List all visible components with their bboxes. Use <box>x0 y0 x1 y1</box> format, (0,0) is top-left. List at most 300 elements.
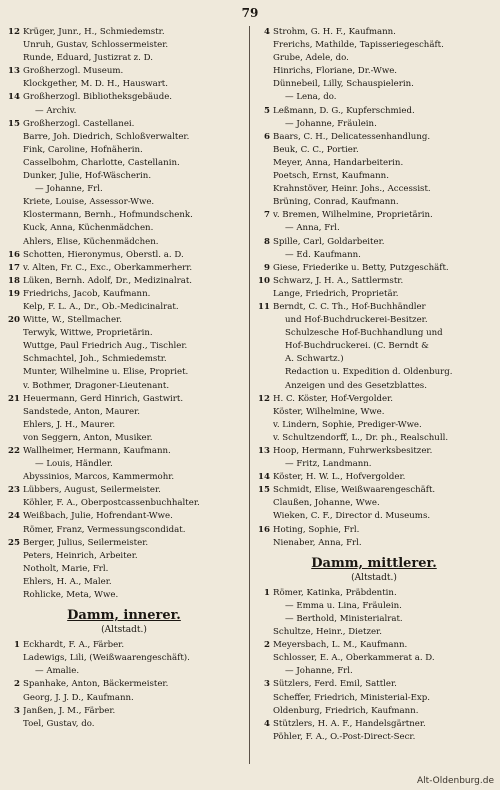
house-number <box>6 419 23 432</box>
house-number <box>256 406 273 419</box>
house-number: 14 <box>258 472 270 483</box>
house-number <box>256 705 273 718</box>
resident-entry: Friedrichs, Jacob, Kaufmann. <box>23 288 151 299</box>
resident-entry: Schultze, Heinr., Dietzer. <box>273 627 382 638</box>
resident-entry: Ahlers, Elise, Küchenmädchen. <box>23 236 159 247</box>
resident-entry: Schmachtel, Joh., Schmiedemstr. <box>23 354 167 365</box>
directory-entry <box>6 510 242 523</box>
directory-entry <box>256 183 492 196</box>
resident-entry: Grube, Adele, do. <box>273 53 349 64</box>
resident-entry: Römer, Katinka, Präbdentin. <box>273 587 397 598</box>
house-number: 24 <box>8 511 20 522</box>
directory-entry <box>256 65 492 78</box>
directory-entry <box>256 626 492 639</box>
directory-entry <box>256 471 492 484</box>
directory-entry <box>256 613 492 626</box>
resident-entry: — Fritz, Landmann. <box>285 459 372 470</box>
house-number: 6 <box>264 131 270 142</box>
resident-entry: Ehlers, H. A., Maler. <box>23 576 112 587</box>
directory-entry <box>256 39 492 52</box>
directory-entry <box>6 340 242 353</box>
directory-entry <box>256 380 492 393</box>
house-number <box>6 196 23 209</box>
resident-entry: Berndt, C. C. Th., Hof-Buchhändler <box>273 301 426 312</box>
directory-entry <box>6 144 242 157</box>
resident-entry: Nienaber, Anna, Frl. <box>273 537 362 548</box>
house-number <box>6 222 23 235</box>
house-number: 1 <box>264 587 270 598</box>
directory-entry <box>256 497 492 510</box>
house-number <box>6 471 23 484</box>
resident-entry: Hinrichs, Floriane, Dr.-Wwe. <box>273 66 398 77</box>
house-number: 7 <box>264 210 270 221</box>
house-number: 12 <box>258 393 270 404</box>
house-number: 23 <box>8 485 20 496</box>
resident-entry: — Johanne, Frl. <box>35 184 103 195</box>
resident-entry: Frerichs, Mathilde, Tapisseriegeschäft. <box>273 40 444 51</box>
directory-entry <box>6 170 242 183</box>
resident-entry: Wuttge, Paul Friedrich Aug., Tischler. <box>23 341 188 352</box>
resident-entry: Oldenburg, Friedrich, Kaufmann. <box>273 705 419 716</box>
page-number: 79 <box>241 6 259 20</box>
section-subtitle-mittlerer: (Altstadt.) <box>351 572 397 583</box>
directory-entry <box>6 105 242 118</box>
right-column <box>256 26 492 744</box>
house-number <box>6 589 23 602</box>
resident-entry: Eckhardt, F. A., Färber. <box>23 640 125 651</box>
directory-entry <box>6 665 242 678</box>
resident-entry: Sandstede, Anton, Maurer. <box>23 406 140 417</box>
directory-entry <box>6 497 242 510</box>
house-number: 19 <box>8 288 20 299</box>
resident-entry: Schlosser, E. A., Oberkammerat a. D. <box>273 653 435 664</box>
house-number: 11 <box>258 301 270 312</box>
resident-entry: Sützlers, Ferd. Emil, Sattler. <box>273 679 397 690</box>
directory-entry <box>256 262 492 275</box>
directory-entry <box>256 144 492 157</box>
directory-entry <box>6 432 242 445</box>
house-number <box>6 380 23 393</box>
house-number <box>256 600 273 613</box>
directory-entry <box>256 314 492 327</box>
resident-entry: Hof-Buchdruckerei. (C. Berndt & <box>285 341 429 352</box>
house-number <box>256 731 273 744</box>
house-number <box>6 52 23 65</box>
directory-entry <box>6 406 242 419</box>
house-number <box>256 353 273 366</box>
resident-entry: Poetsch, Ernst, Kaufmann. <box>273 171 389 182</box>
right-entry-list <box>256 26 492 550</box>
resident-entry: Großherzogl. Castellanei. <box>23 118 135 129</box>
resident-entry: Ehlers, J. H., Maurer. <box>23 419 116 430</box>
resident-entry: Lüken, Bernh. Adolf, Dr., Medizinalrat. <box>23 275 193 286</box>
directory-entry <box>256 236 492 249</box>
directory-entry <box>256 91 492 104</box>
directory-entry <box>256 78 492 91</box>
house-number: 15 <box>8 118 20 129</box>
house-number <box>256 91 273 104</box>
house-number <box>256 249 273 262</box>
directory-entry <box>6 419 242 432</box>
house-number <box>6 524 23 537</box>
resident-entry: Brüning, Conrad, Kaufmann. <box>273 197 399 208</box>
directory-entry <box>6 589 242 602</box>
house-number <box>256 222 273 235</box>
resident-entry: Meyer, Anna, Handarbeiterin. <box>273 157 404 168</box>
house-number: 16 <box>258 524 270 535</box>
house-number <box>256 327 273 340</box>
resident-entry: Krahnstöver, Heinr. Johs., Accessist. <box>273 184 431 195</box>
directory-entry <box>256 353 492 366</box>
resident-entry: Köhler, F. A., Oberpostcassenbuchhalter. <box>23 498 200 509</box>
directory-entry <box>6 550 242 563</box>
directory-entry <box>256 288 492 301</box>
directory-entry <box>6 458 242 471</box>
resident-entry: Strohm, G. H. F., Kaufmann. <box>273 27 396 37</box>
directory-entry <box>256 393 492 406</box>
resident-entry: Hoop, Hermann, Fuhrwerksbesitzer. <box>273 446 433 456</box>
directory-entry <box>6 209 242 222</box>
directory-entry <box>256 105 492 118</box>
house-number <box>6 301 23 314</box>
directory-entry <box>256 524 492 537</box>
house-number <box>6 78 23 91</box>
resident-entry: H. C. Köster, Hof-Vergolder. <box>273 393 393 404</box>
resident-entry: Köster, H. W. L., Hofvergolder. <box>273 472 406 483</box>
directory-entry <box>6 301 242 314</box>
house-number <box>6 550 23 563</box>
house-number <box>256 52 273 65</box>
house-number: 1 <box>14 640 20 651</box>
resident-entry: — Berthold, Ministerialrat. <box>285 613 403 624</box>
directory-entry <box>6 471 242 484</box>
resident-entry: Wallheimer, Hermann, Kaufmann. <box>23 446 171 456</box>
house-number: 25 <box>8 537 20 548</box>
section-title-mittlerer: Damm, mittlerer. <box>311 555 437 571</box>
house-number <box>6 576 23 589</box>
house-number <box>6 157 23 170</box>
directory-entry <box>6 196 242 209</box>
resident-entry: — Johanne, Fräulein. <box>285 118 377 129</box>
house-number: 10 <box>258 275 270 286</box>
house-number <box>256 692 273 705</box>
house-number <box>256 510 273 523</box>
house-number: 17 <box>8 262 20 273</box>
house-number: 2 <box>264 640 270 651</box>
directory-entry <box>256 537 492 550</box>
directory-entry <box>6 353 242 366</box>
resident-entry: Janßen, J. M., Färber. <box>23 705 116 716</box>
directory-entry <box>256 510 492 523</box>
resident-entry: — Louis, Händler. <box>35 459 113 470</box>
house-number <box>6 458 23 471</box>
resident-entry: Spille, Carl, Goldarbeiter. <box>273 236 385 247</box>
house-number <box>256 380 273 393</box>
resident-entry: Spanhake, Anton, Bäckermeister. <box>23 679 169 690</box>
directory-entry <box>256 718 492 731</box>
resident-entry: Schotten, Hieronymus, Oberstl. a. D. <box>23 249 184 260</box>
house-number <box>6 563 23 576</box>
directory-entry <box>6 705 242 718</box>
directory-entry <box>6 524 242 537</box>
house-number: 21 <box>8 393 20 404</box>
resident-entry: Klockgether, M. D. H., Hauswart. <box>23 79 168 90</box>
directory-entry <box>256 157 492 170</box>
directory-entry <box>6 52 242 65</box>
directory-entry <box>256 196 492 209</box>
house-number: 3 <box>14 705 20 716</box>
resident-entry: Abyssinios, Marcos, Kammermohr. <box>23 472 175 483</box>
watermark-footer: Alt-Oldenburg.de <box>416 776 494 786</box>
house-number <box>6 39 23 52</box>
resident-entry: Georg, J. J. D., Kaufmann. <box>23 692 134 703</box>
directory-entry <box>256 678 492 691</box>
house-number <box>256 626 273 639</box>
house-number <box>6 353 23 366</box>
resident-entry: Terwyk, Wittwe, Proprietärin. <box>23 328 153 339</box>
directory-entry <box>256 458 492 471</box>
resident-entry: Lange, Friedrich, Proprietär. <box>273 288 399 299</box>
resident-entry: Anzeigen und des Gesetzblattes. <box>285 380 427 391</box>
directory-entry <box>256 340 492 353</box>
house-number <box>256 340 273 353</box>
resident-entry: Kuck, Anna, Küchenmädchen. <box>23 223 154 234</box>
directory-entry <box>6 537 242 550</box>
left-entry-list <box>6 26 242 602</box>
house-number: 4 <box>264 718 270 729</box>
directory-entry <box>256 406 492 419</box>
directory-entry <box>256 170 492 183</box>
house-number: 8 <box>264 236 270 247</box>
house-number <box>256 652 273 665</box>
resident-entry: Schulzesche Hof-Buchhandlung und <box>285 328 443 339</box>
resident-entry: Toel, Gustav, do. <box>23 718 95 729</box>
resident-entry: Scheffer, Friedrich, Ministerial-Exp. <box>273 692 430 703</box>
resident-entry: Klostermann, Bernh., Hofmundschenk. <box>23 210 193 221</box>
resident-entry: — Anna, Frl. <box>285 223 340 234</box>
house-number <box>256 458 273 471</box>
directory-entry <box>256 652 492 665</box>
column-divider <box>249 26 250 764</box>
house-number: 5 <box>264 105 270 116</box>
resident-entry: A. Schwartz.) <box>285 354 344 365</box>
resident-entry: v. Alten, Fr. C., Exc., Oberkammerherr. <box>23 262 193 273</box>
directory-entry <box>256 275 492 288</box>
house-number <box>6 327 23 340</box>
directory-entry <box>6 678 242 691</box>
directory-entry <box>6 576 242 589</box>
directory-entry <box>256 587 492 600</box>
resident-entry: Stützlers, H. A. F., Handelsgärtner. <box>273 718 426 729</box>
house-number <box>6 183 23 196</box>
directory-entry <box>6 249 242 262</box>
house-number: 15 <box>258 485 270 496</box>
directory-entry <box>6 26 242 39</box>
resident-entry: Casselbohm, Charlotte, Castellanin. <box>23 157 180 168</box>
left-column <box>6 26 242 731</box>
directory-entry <box>256 484 492 497</box>
house-number <box>256 497 273 510</box>
house-number: 4 <box>264 27 270 37</box>
house-number <box>6 170 23 183</box>
resident-entry: — Archiv. <box>35 105 77 116</box>
resident-entry: Römer, Franz, Vermessungscondidat. <box>23 524 186 535</box>
house-number <box>6 105 23 118</box>
directory-entry <box>256 419 492 432</box>
resident-entry: — Ed. Kaufmann. <box>285 249 361 260</box>
resident-entry: und Hof-Buchdruckerei-Besitzer. <box>285 315 428 326</box>
directory-entry <box>256 249 492 262</box>
resident-entry: Barre, Joh. Diedrich, Schloßverwalter. <box>23 131 190 142</box>
resident-entry: Lübbers, August, Seilermeister. <box>23 485 161 496</box>
directory-entry <box>6 275 242 288</box>
directory-entry <box>256 445 492 458</box>
house-number <box>6 366 23 379</box>
house-number <box>256 65 273 78</box>
directory-entry <box>256 705 492 718</box>
directory-entry <box>256 600 492 613</box>
house-number: 9 <box>264 262 270 273</box>
directory-entry <box>256 692 492 705</box>
directory-entry <box>6 380 242 393</box>
resident-entry: Großherzogl. Bibliotheksgebäude. <box>23 92 173 103</box>
resident-entry: — Lena, do. <box>285 92 337 103</box>
house-number <box>6 432 23 445</box>
resident-entry: Giese, Friederike u. Betty, Putzgeschäft. <box>273 262 449 273</box>
house-number <box>6 652 23 665</box>
directory-entry <box>6 718 242 731</box>
house-number <box>6 131 23 144</box>
resident-entry: Großherzogl. Museum. <box>23 66 124 77</box>
directory-entry <box>256 52 492 65</box>
house-number <box>6 497 23 510</box>
resident-entry: Claußen, Johanne, Wwe. <box>273 498 380 509</box>
house-number <box>256 157 273 170</box>
house-number <box>256 144 273 157</box>
house-number: 3 <box>264 679 270 690</box>
resident-entry: Krüger, Junr., H., Schmiedemstr. <box>23 27 165 37</box>
house-number <box>6 236 23 249</box>
resident-entry: Ladewigs, Lili, (Weißwaarengeschäft). <box>23 653 190 664</box>
house-number: 20 <box>8 315 20 326</box>
resident-entry: Leßmann, D. G., Kupferschmied. <box>273 105 415 116</box>
resident-entry: Hoting, Sophie, Frl. <box>273 524 360 535</box>
resident-entry: Peters, Heinrich, Arbeiter. <box>23 550 138 561</box>
resident-entry: Munter, Wilhelmine u. Elise, Propriet. <box>23 367 189 378</box>
house-number: 2 <box>14 679 20 690</box>
resident-entry: v. Bothmer, Dragoner-Lieutenant. <box>23 380 170 391</box>
resident-entry: v. Lindern, Sophie, Prediger-Wwe. <box>273 419 422 430</box>
directory-entry <box>256 639 492 652</box>
resident-entry: v. Schultzendorff, L., Dr. ph., Realschull. <box>273 432 449 443</box>
directory-entry <box>6 65 242 78</box>
resident-entry: Pöhler, F. A., O.-Post-Direct-Secr. <box>273 731 416 742</box>
resident-entry: Köster, Wilhelmine, Wwe. <box>273 406 385 417</box>
directory-entry <box>6 39 242 52</box>
resident-entry: — Amalie. <box>35 666 80 677</box>
directory-entry <box>256 432 492 445</box>
resident-entry: Kriete, Louise, Assessor-Wwe. <box>23 197 155 208</box>
directory-entry <box>6 131 242 144</box>
house-number: 16 <box>8 249 20 260</box>
directory-entry <box>256 665 492 678</box>
house-number <box>256 78 273 91</box>
house-number <box>256 537 273 550</box>
house-number <box>256 665 273 678</box>
house-number: 13 <box>8 66 20 77</box>
directory-entry <box>6 563 242 576</box>
house-number <box>256 39 273 52</box>
resident-entry: Witte, W., Stellmacher. <box>23 315 122 326</box>
resident-entry: Notholt, Marie, Frl. <box>23 563 109 574</box>
house-number <box>256 196 273 209</box>
directory-entry <box>256 731 492 744</box>
directory-entry <box>6 484 242 497</box>
directory-entry <box>6 314 242 327</box>
directory-entry <box>6 118 242 131</box>
mittlerer-entry-list <box>256 587 492 744</box>
directory-entry <box>6 639 242 652</box>
directory-entry <box>6 366 242 379</box>
directory-entry <box>6 288 242 301</box>
house-number <box>6 406 23 419</box>
resident-entry: Berger, Julius, Seilermeister. <box>23 537 149 548</box>
directory-entry <box>6 78 242 91</box>
house-number: 12 <box>8 27 20 37</box>
house-number <box>256 366 273 379</box>
directory-entry <box>256 131 492 144</box>
house-number <box>256 432 273 445</box>
house-number <box>6 209 23 222</box>
directory-entry <box>256 118 492 131</box>
house-number <box>256 419 273 432</box>
house-number <box>256 288 273 301</box>
directory-entry <box>6 652 242 665</box>
section-subtitle-innerer: (Altstadt.) <box>101 625 147 636</box>
directory-entry <box>256 26 492 39</box>
resident-entry: Dunker, Julie, Hof-Wäscherin. <box>23 171 152 182</box>
house-number <box>6 144 23 157</box>
directory-entry <box>6 91 242 104</box>
directory-entry <box>6 393 242 406</box>
section-title-innerer: Damm, innerer. <box>67 608 181 624</box>
house-number <box>256 118 273 131</box>
house-number <box>256 613 273 626</box>
directory-entry <box>256 301 492 314</box>
resident-entry: Heuermann, Gerd Hinrich, Gastwirt. <box>23 393 184 404</box>
directory-entry <box>6 445 242 458</box>
resident-entry: Fink, Caroline, Hofnäherin. <box>23 144 143 155</box>
resident-entry: Beuk, C. C., Portier. <box>273 144 359 155</box>
resident-entry: Dünnebeil, Lilly, Schauspielerin. <box>273 79 414 90</box>
innerer-entry-list <box>6 639 242 731</box>
directory-entry <box>6 262 242 275</box>
resident-entry: Schmidt, Elise, Weißwaarengeschäft. <box>273 485 436 496</box>
directory-entry <box>256 366 492 379</box>
resident-entry: Kelp, F. L. A., Dr., Ob.-Medicinalrat. <box>23 301 179 312</box>
resident-entry: Redaction u. Expedition d. Oldenburg. <box>285 367 453 378</box>
resident-entry: Weißbach, Julie, Hofrendant-Wwe. <box>23 511 173 522</box>
resident-entry: von Seggern, Anton, Musiker. <box>23 432 153 443</box>
house-number <box>256 183 273 196</box>
house-number <box>6 718 23 731</box>
house-number: 14 <box>8 92 20 103</box>
house-number <box>6 665 23 678</box>
directory-entry <box>6 692 242 705</box>
resident-entry: Meyersbach, L. M., Kaufmann. <box>273 640 408 651</box>
resident-entry: — Johanne, Frl. <box>285 666 353 677</box>
house-number: 22 <box>8 446 20 456</box>
